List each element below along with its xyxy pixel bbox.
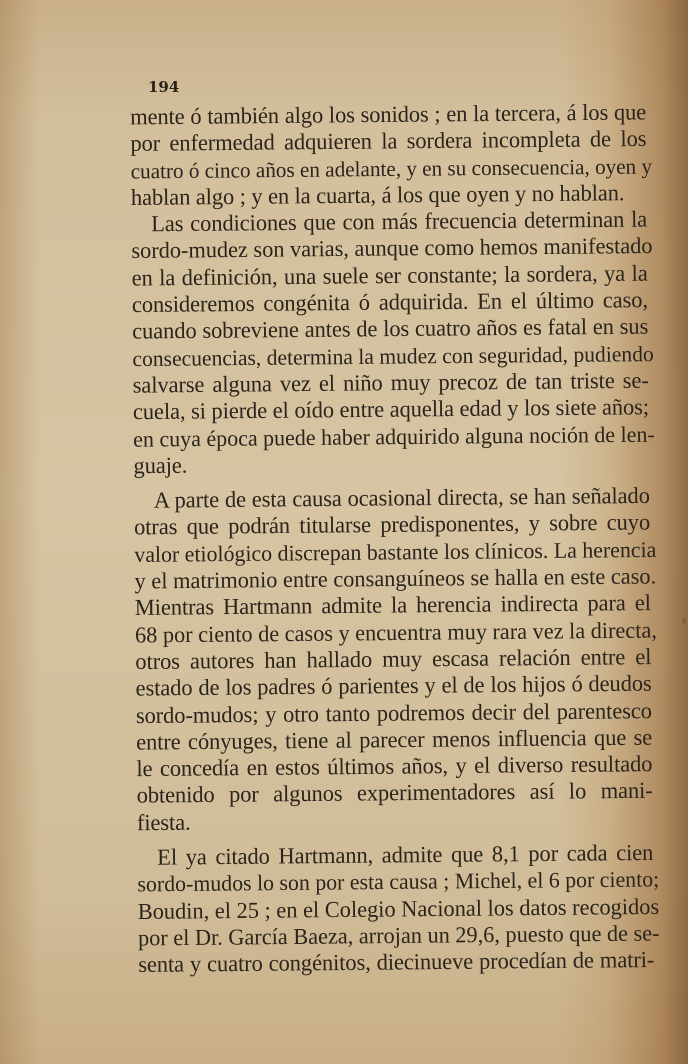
text-line: senta y cuatro congénitos, diecinueve procedían de matri- xyxy=(138,946,655,978)
text-line: sordo-mudez son varias, aunque como hemos manifestado xyxy=(131,233,653,264)
text-line: otras que podrán titularse predisponentes, y sobre cuyo xyxy=(133,509,651,540)
text-line: y el matrimonio entre consanguíneos se halla en este caso. xyxy=(134,563,657,594)
text-line: cuela, si pierde el oído entre aquella edad y los siete años; xyxy=(132,394,650,425)
text-line: estado de los padres ó parientes y el de los hijos ó deudos xyxy=(135,670,652,701)
text-line: cuando sobreviene antes de los cuatro años es fatal en sus xyxy=(132,313,649,345)
text-line: Mientras Hartmann admite la herencia indirecta para el xyxy=(134,589,651,621)
text-line: salvarse alguna vez el niño muy precoz de tan triste se- xyxy=(132,367,649,398)
text-line: guaje. xyxy=(133,452,188,479)
text-line: 68 por ciento de casos y encuentra muy rara vez la directa, xyxy=(134,616,657,648)
text-line: otros autores han hallado muy escasa relación entre el xyxy=(135,643,652,675)
text-line: A parte de esta causa ocasional directa, se han señalado xyxy=(153,482,650,513)
text-line: por enfermedad adquieren la sordera incompleta de los xyxy=(130,125,647,157)
text-line: valor etiológico discrepan bastante los clínicos. La herencia xyxy=(134,537,657,567)
paragraph-2 xyxy=(131,206,655,479)
text-line: Boudin, el 25 ; en el Colegio Nacional los datos recogidos xyxy=(137,893,660,924)
paragraph-1 xyxy=(130,99,653,211)
paragraph-3 xyxy=(133,482,657,837)
text-line: cuatro ó cinco años en adelante, y en su consecuencia, oyen y xyxy=(130,153,653,184)
text-line: El ya citado Hartmann, admite que 8,1 por cada cien xyxy=(157,839,654,870)
paper-stain xyxy=(682,618,686,624)
text-line: sordo-mudos; y otro tanto podremos decir del parentesco xyxy=(135,697,652,728)
page-number: 194 xyxy=(148,78,180,96)
text-line: en cuya época puede haber adquirido alguna noción de len- xyxy=(133,420,655,452)
text-line: por el Dr. García Baeza, arrojan un 29,6, puesto que de se- xyxy=(137,919,660,951)
paragraph-4 xyxy=(137,839,660,979)
text-line: fiesta. xyxy=(136,809,191,836)
text-line: entre cónyuges, tiene al parecer menos influencia que se xyxy=(136,724,653,755)
text-line: sordo-mudos lo son por esta causa ; Michel, el 6 por ciento; xyxy=(137,867,660,897)
body-text xyxy=(130,99,660,979)
text-line: consecuencias, determina la mudez con seguridad, pudiendo xyxy=(132,341,654,371)
text-line: mente ó también algo los sonidos ; en la tercera, á los que xyxy=(130,99,647,130)
text-line: hablan algo ; y en la cuarta, á los que oyen y no hablan. xyxy=(130,179,625,210)
text-line: Las condiciones que con más frecuencia determinan la xyxy=(151,206,648,237)
text-line: obtenido por algunos experimentadores así lo mani- xyxy=(136,777,653,809)
text-line: consideremos congénita ó adquirida. En el último caso, xyxy=(131,286,649,318)
text-line: en la definición, una suele ser constante; la sordera, ya la xyxy=(131,259,648,291)
text-line: le concedía en estos últimos años, y el diverso resultado xyxy=(136,750,653,782)
